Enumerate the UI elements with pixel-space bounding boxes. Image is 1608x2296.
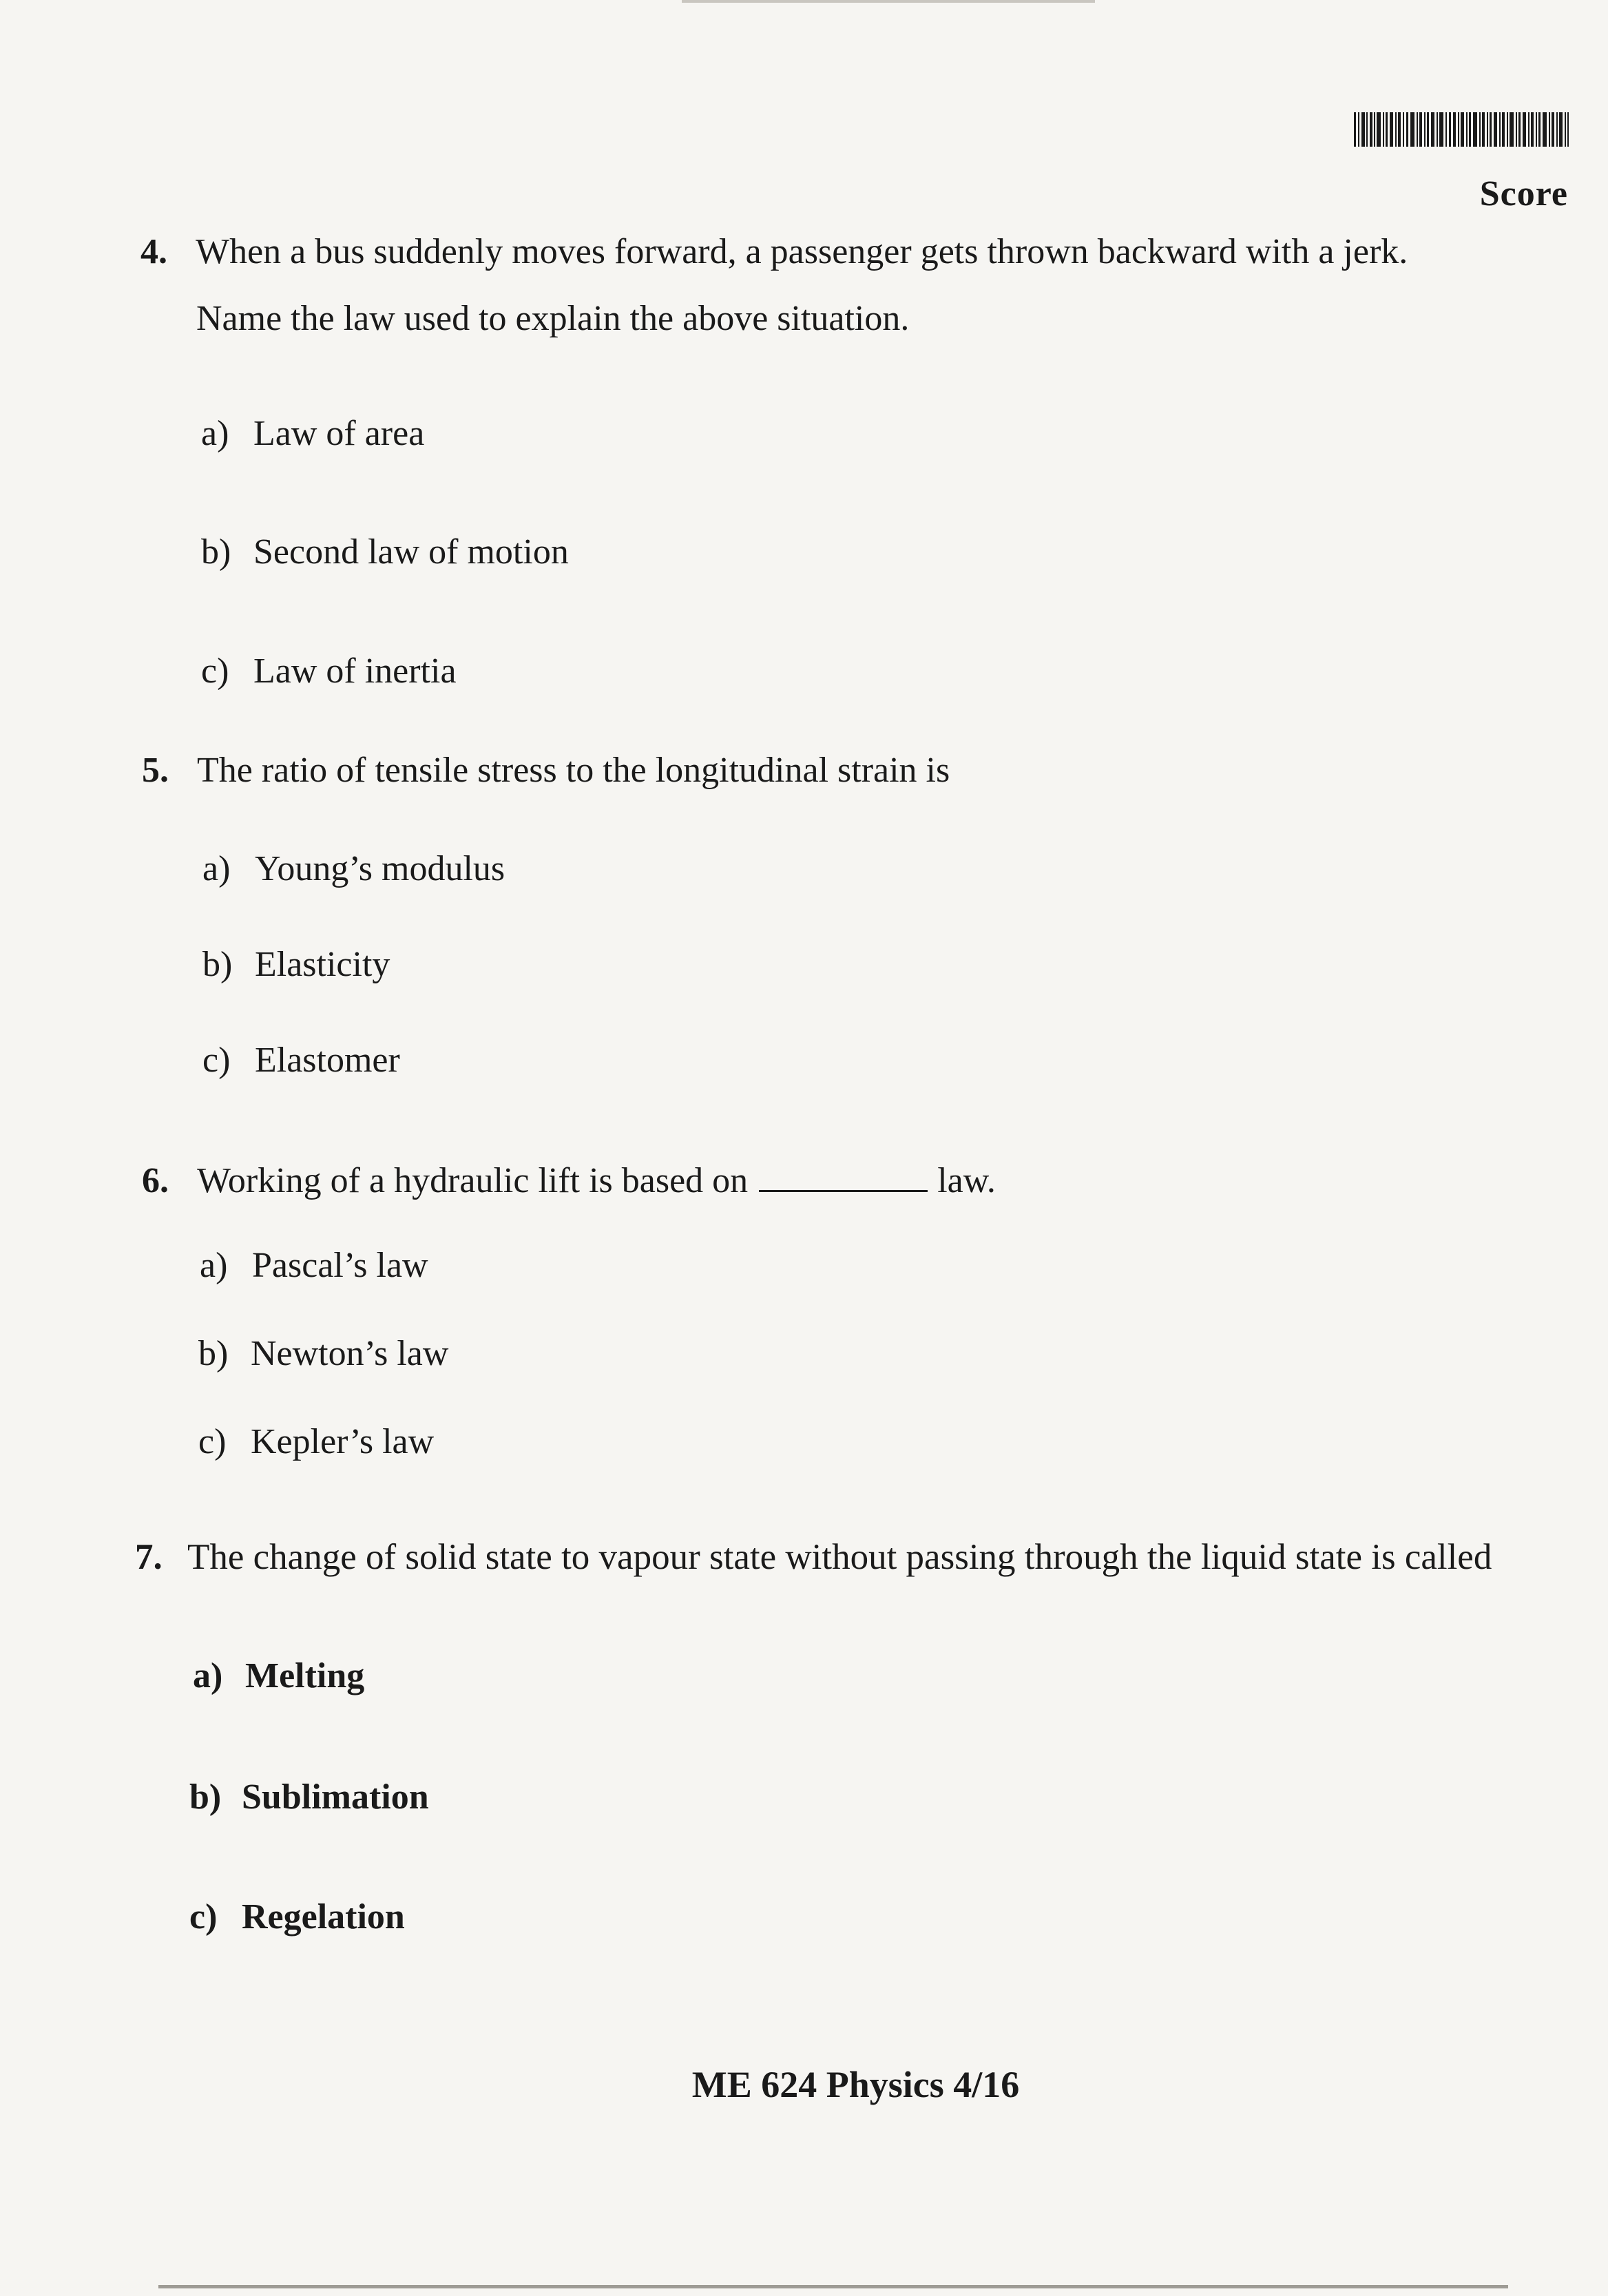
option-text: Regelation: [242, 1897, 405, 1937]
question-number: 7.: [135, 1537, 163, 1577]
score-label: Score: [1479, 174, 1568, 213]
option-letter: b): [198, 1334, 229, 1373]
option-6b[interactable]: [198, 1333, 448, 1374]
option-7c[interactable]: [189, 1897, 405, 1937]
question-4-line-2: Name the law used to explain the above situation.: [196, 299, 910, 338]
page-footer: ME 624 Physics 4/16: [691, 2064, 1020, 2105]
option-7b[interactable]: [189, 1777, 429, 1817]
question-text-before: Working of a hydraulic lift is based on: [197, 1161, 749, 1200]
option-text: Sublimation: [242, 1777, 429, 1817]
barcode-icon: [1354, 112, 1569, 147]
option-letter: b): [201, 532, 231, 572]
option-text: Kepler’s law: [251, 1422, 435, 1461]
option-4c[interactable]: [201, 651, 457, 691]
option-letter: a): [193, 1656, 223, 1695]
option-letter: a): [200, 1246, 228, 1285]
option-letter: a): [202, 849, 231, 888]
option-text: Second law of motion: [253, 532, 569, 572]
bottom-edge-rule: [158, 2285, 1508, 2288]
option-6a[interactable]: [200, 1245, 428, 1286]
option-text: Melting: [245, 1656, 365, 1695]
option-letter: c): [198, 1422, 227, 1461]
option-text: Law of area: [253, 414, 425, 453]
option-6c[interactable]: [198, 1421, 434, 1462]
question-6: [142, 1160, 996, 1199]
question-text: The ratio of tensile stress to the longitudinal strain is: [197, 751, 950, 790]
option-text: Young’s modulus: [255, 849, 505, 888]
option-text: Elasticity: [255, 945, 390, 984]
option-letter: a): [201, 414, 229, 453]
question-text: The change of solid state to vapour state without passing through the liquid state is called: [187, 1537, 1492, 1577]
question-number: 6.: [142, 1161, 169, 1200]
top-edge-rule: [682, 0, 1095, 3]
question-text: When a bus suddenly moves forward, a passenger gets thrown backward with a jerk.: [196, 232, 1408, 271]
question-text-after: law.: [937, 1161, 996, 1200]
option-text: Newton’s law: [251, 1334, 449, 1373]
option-4a[interactable]: [201, 413, 424, 454]
option-letter: b): [202, 945, 233, 984]
option-text: Law of inertia: [253, 651, 457, 691]
option-text: Pascal’s law: [252, 1246, 428, 1285]
question-7: [135, 1539, 1492, 1576]
question-number: 5.: [142, 751, 169, 790]
fill-in-blank: [759, 1160, 928, 1192]
question-4: [140, 234, 1408, 270]
question-5: [142, 753, 950, 789]
option-letter: c): [202, 1041, 231, 1080]
option-5b[interactable]: [202, 944, 390, 985]
option-letter: c): [201, 651, 229, 691]
question-number: 4.: [140, 232, 167, 271]
option-text: Elastomer: [255, 1041, 400, 1080]
option-4b[interactable]: [201, 532, 569, 572]
option-letter: b): [189, 1777, 222, 1817]
option-7a[interactable]: [193, 1656, 364, 1696]
option-letter: c): [189, 1897, 218, 1937]
option-5a[interactable]: [202, 848, 505, 889]
option-5c[interactable]: [202, 1040, 400, 1081]
